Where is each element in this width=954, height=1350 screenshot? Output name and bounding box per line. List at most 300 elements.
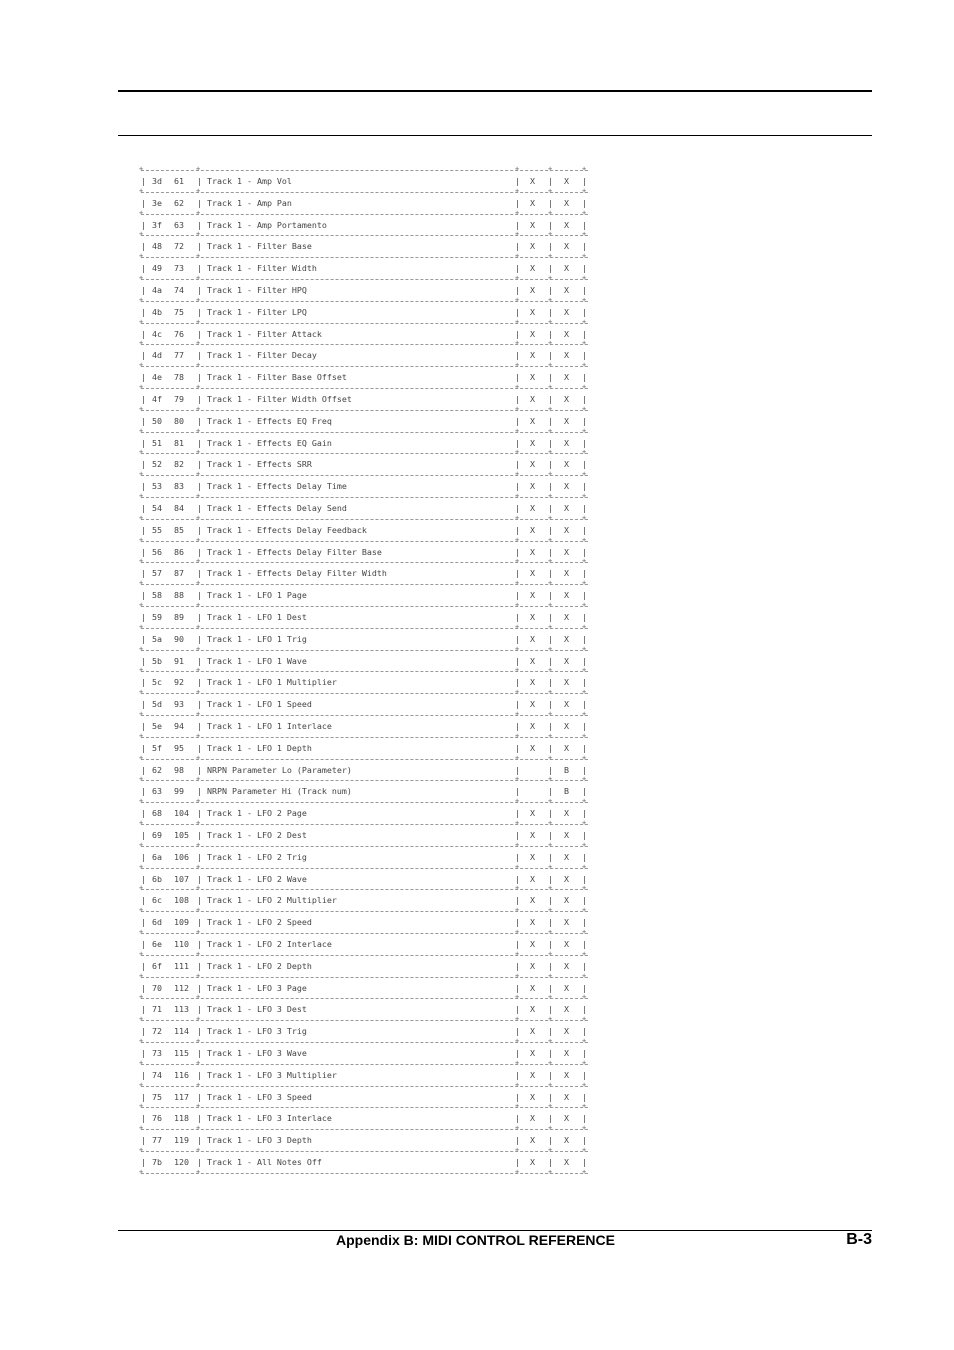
table-border: |: [582, 786, 587, 797]
table-separator: + + + + +: [139, 971, 587, 980]
cc-dec: 84: [174, 503, 184, 513]
cc-description: Track 1 - LFO 1 Interlace: [207, 721, 332, 731]
table-separator: + + + + +: [139, 252, 587, 261]
cc-hex: 69: [152, 830, 162, 840]
cc-hex: 48: [152, 241, 162, 252]
table-border: |: [582, 590, 587, 601]
cc-col-1: X: [530, 306, 535, 317]
cc-col-1: X: [530, 285, 535, 295]
cc-col-2: X: [564, 219, 569, 230]
cc-dec: 107: [174, 873, 189, 884]
table-border: |: [197, 982, 202, 993]
cc-dec: 77: [174, 350, 184, 361]
cc-dec: 113: [174, 1004, 189, 1015]
cc-col-2: X: [564, 939, 569, 949]
table-border: |: [141, 895, 146, 906]
cc-description: Track 1 - LFO 1 Trig: [207, 633, 307, 644]
table-border: |: [515, 546, 520, 557]
cc-dec: 110: [174, 939, 189, 949]
cc-description: NRPN Parameter Lo (Parameter): [207, 764, 352, 775]
cc-dec: 98: [174, 764, 184, 775]
table-border: |: [582, 481, 587, 492]
table-border: |: [141, 1004, 146, 1015]
table-row: [141, 1070, 591, 1080]
cc-dec: 76: [174, 328, 184, 339]
cc-dec: 115: [174, 1048, 189, 1058]
table-row: [141, 983, 591, 993]
table-border: |: [515, 960, 520, 971]
table-row: [141, 307, 591, 317]
cc-hex: 4c: [152, 328, 162, 339]
table-border: |: [548, 721, 553, 731]
table-separator: + + + + +: [139, 906, 587, 915]
cc-description: Track 1 - Filter HPQ: [207, 285, 307, 295]
cc-description: Track 1 - Filter Width Offset: [207, 394, 352, 404]
table-separator: + + + + +: [139, 928, 587, 936]
table-separator: + + + + +: [139, 1037, 587, 1045]
table-border: |: [582, 699, 587, 710]
table-border: |: [582, 306, 587, 317]
table-border: |: [515, 285, 520, 295]
table-row: [141, 961, 591, 971]
header-rule-bottom: [118, 135, 872, 136]
table-row: [141, 1004, 591, 1014]
table-border: |: [582, 851, 587, 862]
table-separator: + + + + +: [139, 1124, 587, 1133]
table-border: |: [582, 176, 587, 186]
table-border: |: [548, 1026, 553, 1037]
table-border: |: [141, 176, 146, 186]
cc-col-1: X: [530, 524, 535, 535]
cc-col-2: X: [564, 1135, 569, 1146]
table-separator: + + + + +: [139, 666, 587, 675]
table-border: |: [141, 939, 146, 949]
table-border: |: [141, 612, 146, 622]
table-border: |: [515, 1004, 520, 1015]
table-border: |: [582, 524, 587, 535]
cc-dec: 116: [174, 1069, 189, 1080]
cc-hex: 5c: [152, 677, 162, 688]
table-border: |: [548, 1135, 553, 1146]
table-border: |: [197, 786, 202, 797]
header-rule-top: [118, 90, 872, 92]
table-border: |: [515, 830, 520, 840]
table-border: |: [197, 1113, 202, 1124]
table-border: |: [582, 939, 587, 949]
cc-hex: 74: [152, 1069, 162, 1080]
cc-dec: 90: [174, 633, 184, 644]
table-border: |: [515, 895, 520, 906]
table-separator: + + + + +: [139, 339, 587, 348]
cc-dec: 111: [174, 960, 189, 971]
table-border: |: [141, 677, 146, 688]
cc-col-1: X: [530, 895, 535, 906]
table-border: |: [515, 481, 520, 492]
table-separator: + + + + +: [139, 1015, 587, 1024]
cc-hex: 3e: [152, 197, 162, 208]
cc-col-1: X: [530, 263, 535, 274]
table-border: |: [141, 568, 146, 579]
table-border: |: [515, 328, 520, 339]
cc-hex: 6f: [152, 960, 162, 971]
table-border: |: [515, 394, 520, 404]
cc-col-2: X: [564, 1004, 569, 1015]
table-border: |: [141, 415, 146, 426]
table-border: |: [197, 830, 202, 840]
cc-hex: 76: [152, 1113, 162, 1124]
cc-description: Track 1 - Filter Base: [207, 241, 312, 252]
table-row: [141, 416, 591, 426]
table-border: |: [141, 721, 146, 731]
cc-col-2: X: [564, 612, 569, 622]
cc-col-1: X: [530, 742, 535, 753]
table-border: |: [548, 1091, 553, 1102]
cc-col-2: X: [564, 197, 569, 208]
table-separator: + + + + +: [139, 383, 587, 391]
table-border: |: [141, 633, 146, 644]
table-border: |: [515, 786, 520, 797]
table-border: |: [548, 873, 553, 884]
table-border: |: [582, 764, 587, 775]
cc-col-1: X: [530, 808, 535, 819]
cc-description: Track 1 - Effects Delay Filter Width: [207, 568, 387, 579]
cc-description: Track 1 - Amp Vol: [207, 176, 292, 186]
cc-col-2: X: [564, 677, 569, 688]
cc-dec: 87: [174, 568, 184, 579]
cc-dec: 89: [174, 612, 184, 622]
table-border: |: [197, 590, 202, 601]
table-border: |: [141, 503, 146, 513]
table-border: |: [582, 197, 587, 208]
cc-dec: 94: [174, 721, 184, 731]
cc-hex: 5e: [152, 721, 162, 731]
table-border: |: [582, 1069, 587, 1080]
table-border: |: [515, 503, 520, 513]
table-border: |: [197, 851, 202, 862]
cc-col-2: B: [564, 764, 569, 775]
table-row: [141, 852, 591, 862]
cc-description: Track 1 - LFO 2 Interlace: [207, 939, 332, 949]
table-border: |: [582, 1048, 587, 1058]
cc-dec: 75: [174, 306, 184, 317]
cc-col-1: X: [530, 1135, 535, 1146]
cc-hex: 59: [152, 612, 162, 622]
table-border: |: [515, 1135, 520, 1146]
table-border: |: [515, 306, 520, 317]
table-border: |: [141, 764, 146, 775]
table-border: |: [197, 350, 202, 361]
table-row: [141, 459, 591, 469]
table-row: [141, 329, 591, 339]
cc-col-2: X: [564, 176, 569, 186]
table-separator: + + + + +: [139, 557, 587, 566]
table-border: |: [197, 917, 202, 928]
table-border: |: [515, 219, 520, 230]
cc-col-1: X: [530, 873, 535, 884]
table-separator: + + + + +: [139, 644, 587, 653]
table-separator: + + + + +: [139, 862, 587, 871]
table-border: |: [197, 633, 202, 644]
table-separator: + + + + +: [139, 1102, 587, 1111]
cc-description: Track 1 - Effects SRR: [207, 459, 312, 470]
table-border: |: [197, 263, 202, 274]
table-border: |: [197, 415, 202, 426]
cc-col-2: X: [564, 503, 569, 513]
table-border: |: [548, 764, 553, 775]
cc-hex: 57: [152, 568, 162, 579]
table-border: |: [197, 176, 202, 186]
table-separator: + + + + +: [139, 274, 587, 282]
table-border: |: [515, 524, 520, 535]
cc-dec: 117: [174, 1091, 189, 1102]
cc-description: Track 1 - LFO 1 Wave: [207, 655, 307, 666]
table-border: |: [197, 612, 202, 622]
table-row: [141, 612, 591, 622]
table-border: |: [515, 1026, 520, 1037]
table-border: |: [141, 1157, 146, 1167]
table-border: |: [548, 437, 553, 448]
table-border: |: [197, 1135, 202, 1146]
cc-dec: 99: [174, 786, 184, 797]
cc-col-2: X: [564, 830, 569, 840]
table-border: |: [141, 808, 146, 819]
table-border: |: [548, 568, 553, 579]
cc-col-1: X: [530, 1091, 535, 1102]
cc-description: Track 1 - LFO 3 Trig: [207, 1026, 307, 1037]
table-border: |: [141, 851, 146, 862]
table-border: |: [515, 873, 520, 884]
table-border: |: [141, 459, 146, 470]
cc-col-1: X: [530, 1026, 535, 1037]
cc-col-1: X: [530, 699, 535, 710]
cc-hex: 54: [152, 503, 162, 513]
table-border: |: [582, 1026, 587, 1037]
table-separator: + + + + +: [139, 513, 587, 522]
cc-hex: 4e: [152, 372, 162, 383]
table-border: |: [141, 590, 146, 601]
table-border: |: [548, 1157, 553, 1167]
table-border: |: [582, 1113, 587, 1124]
cc-dec: 74: [174, 285, 184, 295]
table-row: [141, 285, 591, 295]
table-border: |: [582, 546, 587, 557]
cc-col-2: X: [564, 1069, 569, 1080]
cc-dec: 104: [174, 808, 189, 819]
table-separator: + + + + +: [139, 470, 587, 479]
cc-col-1: X: [530, 197, 535, 208]
cc-hex: 52: [152, 459, 162, 470]
table-border: |: [197, 546, 202, 557]
table-border: |: [141, 524, 146, 535]
table-row: [141, 699, 591, 709]
table-border: |: [141, 219, 146, 230]
page-number: B-3: [846, 1231, 872, 1248]
table-border: |: [582, 350, 587, 361]
table-row: [141, 503, 591, 513]
cc-hex: 4a: [152, 285, 162, 295]
table-border: |: [582, 1157, 587, 1167]
cc-col-2: X: [564, 917, 569, 928]
table-border: |: [582, 263, 587, 274]
table-border: |: [582, 830, 587, 840]
table-border: |: [141, 1091, 146, 1102]
cc-dec: 92: [174, 677, 184, 688]
table-border: |: [197, 1069, 202, 1080]
cc-col-1: X: [530, 219, 535, 230]
cc-col-2: X: [564, 372, 569, 383]
cc-col-2: X: [564, 982, 569, 993]
table-border: |: [197, 1157, 202, 1167]
table-border: |: [197, 481, 202, 492]
table-border: |: [141, 197, 146, 208]
cc-description: Track 1 - LFO 3 Multiplier: [207, 1069, 337, 1080]
table-border: |: [141, 394, 146, 404]
table-border: |: [515, 1113, 520, 1124]
cc-col-2: X: [564, 350, 569, 361]
cc-hex: 6b: [152, 873, 162, 884]
table-border: |: [141, 1113, 146, 1124]
table-border: |: [582, 437, 587, 448]
table-border: |: [548, 655, 553, 666]
table-border: |: [515, 612, 520, 622]
cc-col-2: X: [564, 873, 569, 884]
table-separator: + + + + +: [139, 492, 587, 500]
table-border: |: [582, 1135, 587, 1146]
cc-description: Track 1 - Effects EQ Freq: [207, 415, 332, 426]
cc-col-2: X: [564, 1157, 569, 1167]
cc-hex: 53: [152, 481, 162, 492]
cc-col-2: X: [564, 808, 569, 819]
table-border: |: [582, 982, 587, 993]
cc-dec: 86: [174, 546, 184, 557]
table-row: [141, 350, 591, 360]
table-separator: + + + + +: [139, 622, 587, 631]
table-border: |: [548, 895, 553, 906]
cc-description: Track 1 - LFO 1 Depth: [207, 742, 312, 753]
table-border: |: [197, 437, 202, 448]
table-row: [141, 1026, 591, 1036]
table-border: |: [548, 742, 553, 753]
table-border: |: [197, 394, 202, 404]
table-border: |: [548, 982, 553, 993]
table-border: |: [582, 328, 587, 339]
table-border: |: [197, 895, 202, 906]
cc-hex: 70: [152, 982, 162, 993]
table-border: |: [515, 197, 520, 208]
table-border: |: [141, 742, 146, 753]
cc-hex: 56: [152, 546, 162, 557]
table-row: [141, 743, 591, 753]
cc-dec: 80: [174, 415, 184, 426]
table-border: |: [141, 306, 146, 317]
table-separator: + + + + +: [139, 819, 587, 827]
table-separator: + + + + +: [139, 208, 587, 217]
table-border: |: [197, 699, 202, 710]
cc-description: Track 1 - LFO 2 Page: [207, 808, 307, 819]
cc-description: Track 1 - LFO 1 Dest: [207, 612, 307, 622]
table-separator: + + + + +: [139, 710, 587, 718]
table-border: |: [548, 808, 553, 819]
table-separator: + + + + +: [139, 1080, 587, 1089]
cc-col-1: X: [530, 546, 535, 557]
cc-col-1: X: [530, 590, 535, 601]
table-border: |: [548, 263, 553, 274]
table-border: |: [515, 568, 520, 579]
cc-col-1: X: [530, 633, 535, 644]
table-separator: + + + + +: [139, 731, 587, 740]
cc-col-2: X: [564, 524, 569, 535]
table-border: |: [582, 503, 587, 513]
table-border: |: [515, 1069, 520, 1080]
table-row: [141, 1157, 591, 1167]
table-separator: + + + + +: [139, 186, 587, 195]
table-border: |: [548, 546, 553, 557]
cc-dec: 114: [174, 1026, 189, 1037]
table-border: |: [515, 633, 520, 644]
table-border: |: [582, 415, 587, 426]
table-border: |: [548, 306, 553, 317]
cc-description: Track 1 - LFO 1 Speed: [207, 699, 312, 710]
table-border: |: [548, 524, 553, 535]
cc-col-2: X: [564, 699, 569, 710]
table-border: |: [582, 873, 587, 884]
cc-col-2: X: [564, 655, 569, 666]
cc-hex: 72: [152, 1026, 162, 1037]
cc-dec: 73: [174, 263, 184, 274]
table-border: |: [582, 895, 587, 906]
cc-dec: 105: [174, 830, 189, 840]
cc-dec: 106: [174, 851, 189, 862]
table-border: |: [515, 742, 520, 753]
table-border: |: [582, 1004, 587, 1015]
table-border: |: [515, 590, 520, 601]
cc-col-1: X: [530, 1048, 535, 1058]
table-border: |: [197, 306, 202, 317]
table-border: |: [197, 568, 202, 579]
table-border: |: [197, 503, 202, 513]
table-row: [141, 808, 591, 818]
cc-description: Track 1 - Filter Attack: [207, 328, 322, 339]
cc-dec: 82: [174, 459, 184, 470]
table-border: |: [197, 677, 202, 688]
table-border: |: [197, 219, 202, 230]
cc-hex: 49: [152, 263, 162, 274]
table-border: |: [548, 503, 553, 513]
table-border: |: [548, 285, 553, 295]
cc-hex: 4b: [152, 306, 162, 317]
table-border: |: [141, 285, 146, 295]
table-border: |: [582, 633, 587, 644]
table-separator: + + + + +: [139, 884, 587, 893]
cc-col-2: X: [564, 437, 569, 448]
table-separator: + + + + +: [139, 361, 587, 370]
table-border: |: [548, 851, 553, 862]
cc-dec: 72: [174, 241, 184, 252]
cc-hex: 6d: [152, 917, 162, 928]
table-row: [141, 198, 591, 208]
table-row: [141, 1113, 591, 1123]
table-row: [141, 874, 591, 884]
cc-dec: 118: [174, 1113, 189, 1124]
cc-col-1: X: [530, 677, 535, 688]
table-border: |: [548, 1048, 553, 1058]
table-row: [141, 917, 591, 927]
table-row: [141, 634, 591, 644]
table-border: |: [548, 372, 553, 383]
cc-description: Track 1 - LFO 3 Page: [207, 982, 307, 993]
cc-col-1: X: [530, 1069, 535, 1080]
table-row: [141, 220, 591, 230]
